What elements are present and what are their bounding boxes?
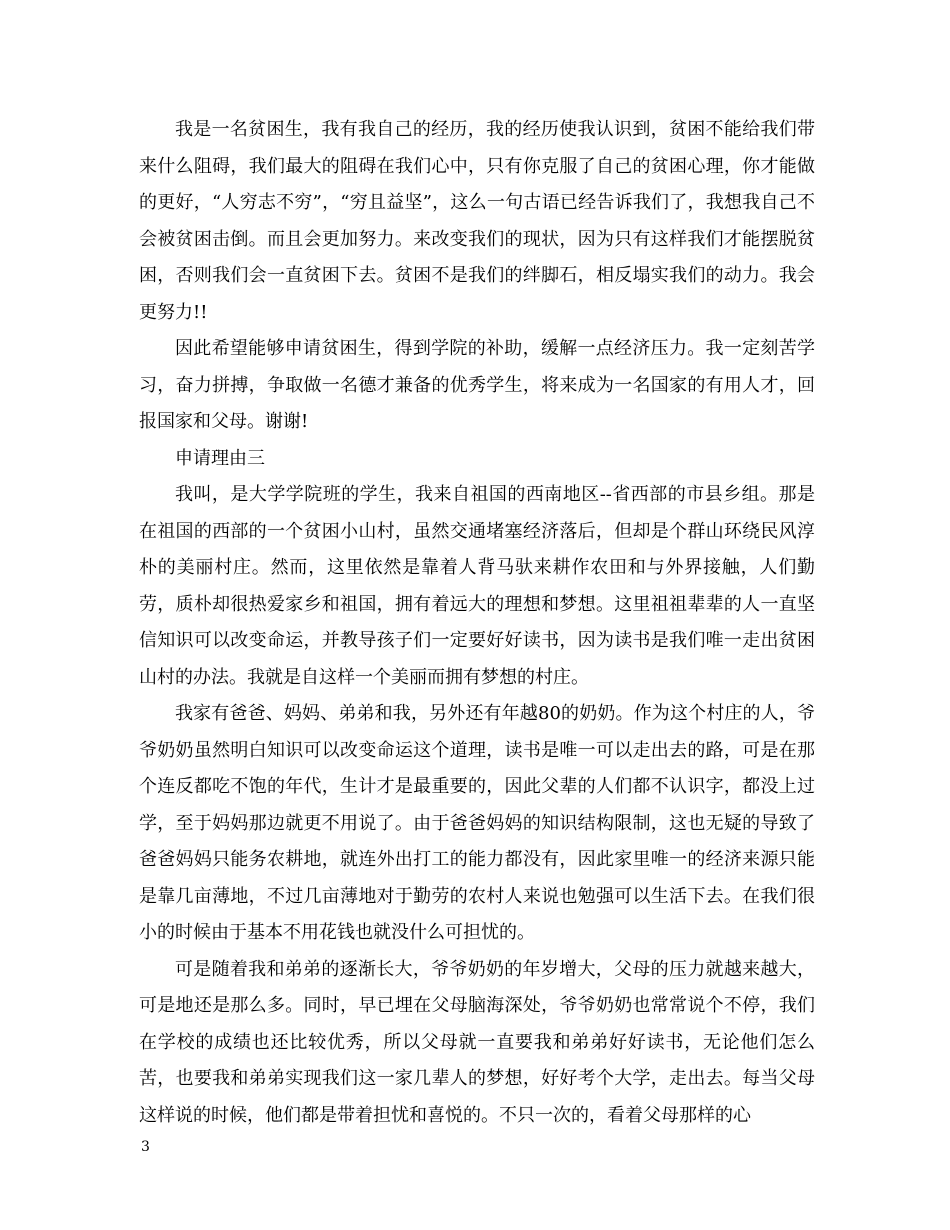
paragraph-1: 我是一名贫困生，我有我自己的经历，我的经历使我认识到，贫困不能给我们带来什么阻碍，我们最大的阻碍在我们心中，只有你克服了自己的贫困心理，你才能做的更好，“人穷志不穷”，“穷且益坚”，这么一句古语已经告诉我们了，我想我自己不会被贫困击倒。而且会更加努力。来改变我们的现状，因为只有这样我们才能摆脱贫困，否则我们会一直贫困下去。贫困不是我们的绊脚石，相反塌实我们的动力。我会更努力!!: [139, 119, 815, 323]
paragraph-4: 我家有爸爸、妈妈、弟弟和我，另外还有年越80的奶奶。作为这个村庄的人，爷爷奶奶虽然明白知识可以改变命运这个道理，读书是唯一可以走出去的路，可是在那个连反都吃不饱的年代，生计才是最重要的，因此父辈的人们都不认识字，都没上过学，至于妈妈那边就更不用说了。由于爸爸妈妈的知识结构限制，这也无疑的导致了爸爸妈妈只能务农耕地，就连外出打工的能力都没有，因此家里唯一的经济来源只能是靠几亩薄地，不过几亩薄地对于勤劳的农村人来说也勉强可以生活下去。在我们很小的时候由于基本不用花钱也就没什么可担忧的。: [139, 703, 815, 943]
paragraph-3: 我叫，是大学学院班的学生，我来自祖国的西南地区--省西部的市县乡组。那是在祖国的西部的一个贫困小山村，虽然交通堵塞经济落后，但却是个群山环绕民风淳朴的美丽村庄。然而，这里依然是靠着人背马驮来耕作农田和与外界接触，人们勤劳，质朴却很热爱家乡和祖国，拥有着远大的理想和梦想。这里祖祖辈辈的人一直坚信知识可以改变命运，并教导孩子们一定要好好读书，因为读书是我们唯一走出贫困山村的办法。我就是自这样一个美丽而拥有梦想的村庄。: [139, 484, 815, 688]
paragraph-5: 可是随着我和弟弟的逐渐长大，爷爷奶奶的年岁增大，父母的压力就越来越大，可是地还是那么多。同时，早已埋在父母脑海深处，爷爷奶奶也常常说个不停，我们在学校的成绩也还比较优秀，所以父母就一直要我和弟弟好好读书，无论他们怎么苦，也要我和弟弟实现我们这一家几辈人的梦想，好好考个大学，走出去。每当父母这样说的时候，他们都是带着担忧和喜悦的。不只一次的，看着父母那样的心: [139, 958, 815, 1126]
page-number: 3: [141, 1139, 150, 1155]
document-body: [139, 112, 815, 1134]
section-heading: 申请理由三: [175, 447, 265, 469]
paragraph-2: 因此希望能够申请贫困生，得到学院的补助，缓解一点经济压力。我一定刻苦学习，奋力拼搏，争取做一名德才兼备的优秀学生，将来成为一名国家的有用人才，回报国家和父母。谢谢!: [139, 338, 815, 432]
